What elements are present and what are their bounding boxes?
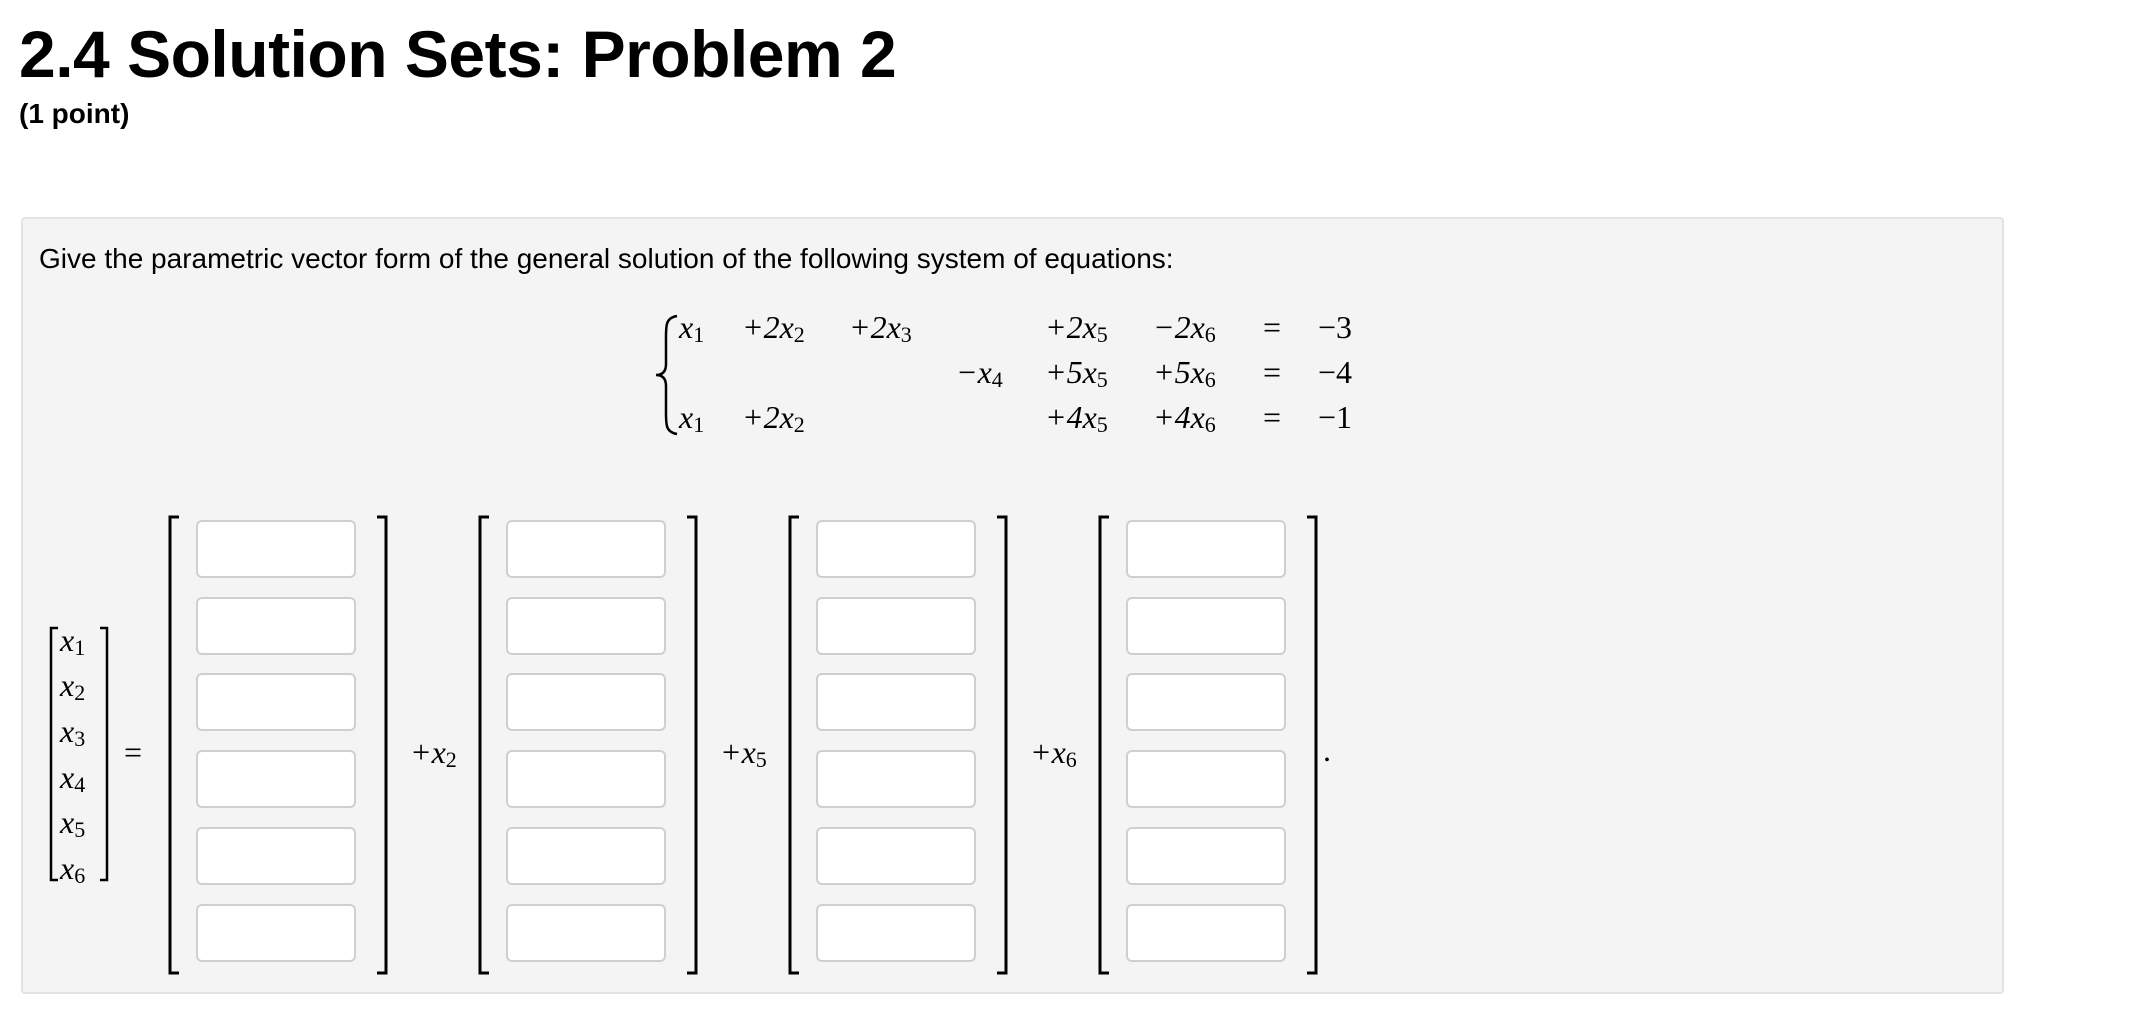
answer-input[interactable] <box>816 520 976 578</box>
answer-input[interactable] <box>506 827 666 885</box>
system-rhs: −4 <box>1318 354 1353 390</box>
variable-entry: $x_2$ <box>60 667 86 705</box>
system-rhs: −3 <box>1318 309 1353 345</box>
equals-sign: = <box>124 734 143 770</box>
answer-input[interactable] <box>1126 904 1286 962</box>
variable-vector-bracket <box>48 624 110 884</box>
system-equals: = <box>1263 399 1282 435</box>
answer-input[interactable] <box>816 827 976 885</box>
answer-input[interactable] <box>196 673 356 731</box>
variable-entry: $x_5$ <box>60 804 86 842</box>
answer-input[interactable] <box>816 904 976 962</box>
answer-input[interactable] <box>196 904 356 962</box>
answer-input[interactable] <box>196 750 356 808</box>
coefficient-label: $+x_6$ <box>1030 734 1077 772</box>
coefficient-label: $+x_2$ <box>410 734 457 772</box>
system-term: $+5x_5$ <box>1045 354 1108 392</box>
system-term: $+2x_2$ <box>742 309 805 347</box>
solution-period: . <box>1323 732 1331 768</box>
answer-input[interactable] <box>196 597 356 655</box>
system-term: $+5x_6$ <box>1153 354 1216 392</box>
answer-input[interactable] <box>1126 827 1286 885</box>
system-term: $+2x_2$ <box>742 399 805 437</box>
system-term: $+4x_6$ <box>1153 399 1216 437</box>
page-title: 2.4 Solution Sets: Problem 2 <box>19 17 897 91</box>
answer-input[interactable] <box>1126 520 1286 578</box>
answer-input[interactable] <box>1126 673 1286 731</box>
variable-entry: $x_6$ <box>60 850 86 888</box>
system-term: $+2x_3$ <box>849 309 912 347</box>
answer-input[interactable] <box>816 750 976 808</box>
answer-input[interactable] <box>196 827 356 885</box>
answer-input[interactable] <box>506 904 666 962</box>
answer-input[interactable] <box>1126 750 1286 808</box>
system-term: $+2x_5$ <box>1045 309 1108 347</box>
answer-input[interactable] <box>196 520 356 578</box>
points-label: (1 point) <box>19 98 130 129</box>
problem-prompt: Give the parametric vector form of the general solution of the following system of equations: <box>39 243 1174 274</box>
system-term: $-2x_6$ <box>1153 309 1216 347</box>
system-term: $-x_4$ <box>956 354 1003 392</box>
system-term: $x_1$ <box>679 309 705 347</box>
answer-input[interactable] <box>506 673 666 731</box>
variable-entry: $x_1$ <box>60 622 86 660</box>
variable-entry: $x_3$ <box>60 713 86 751</box>
answer-input[interactable] <box>506 750 666 808</box>
system-equals: = <box>1263 309 1282 345</box>
answer-input[interactable] <box>816 673 976 731</box>
system-equals: = <box>1263 354 1282 390</box>
answer-input[interactable] <box>506 520 666 578</box>
answer-input[interactable] <box>1126 597 1286 655</box>
system-term: $x_1$ <box>679 399 705 437</box>
system-rhs: −1 <box>1318 399 1353 435</box>
coefficient-label: $+x_5$ <box>720 734 767 772</box>
answer-input[interactable] <box>506 597 666 655</box>
system-term: $+4x_5$ <box>1045 399 1108 437</box>
answer-input[interactable] <box>816 597 976 655</box>
variable-entry: $x_4$ <box>60 759 86 797</box>
